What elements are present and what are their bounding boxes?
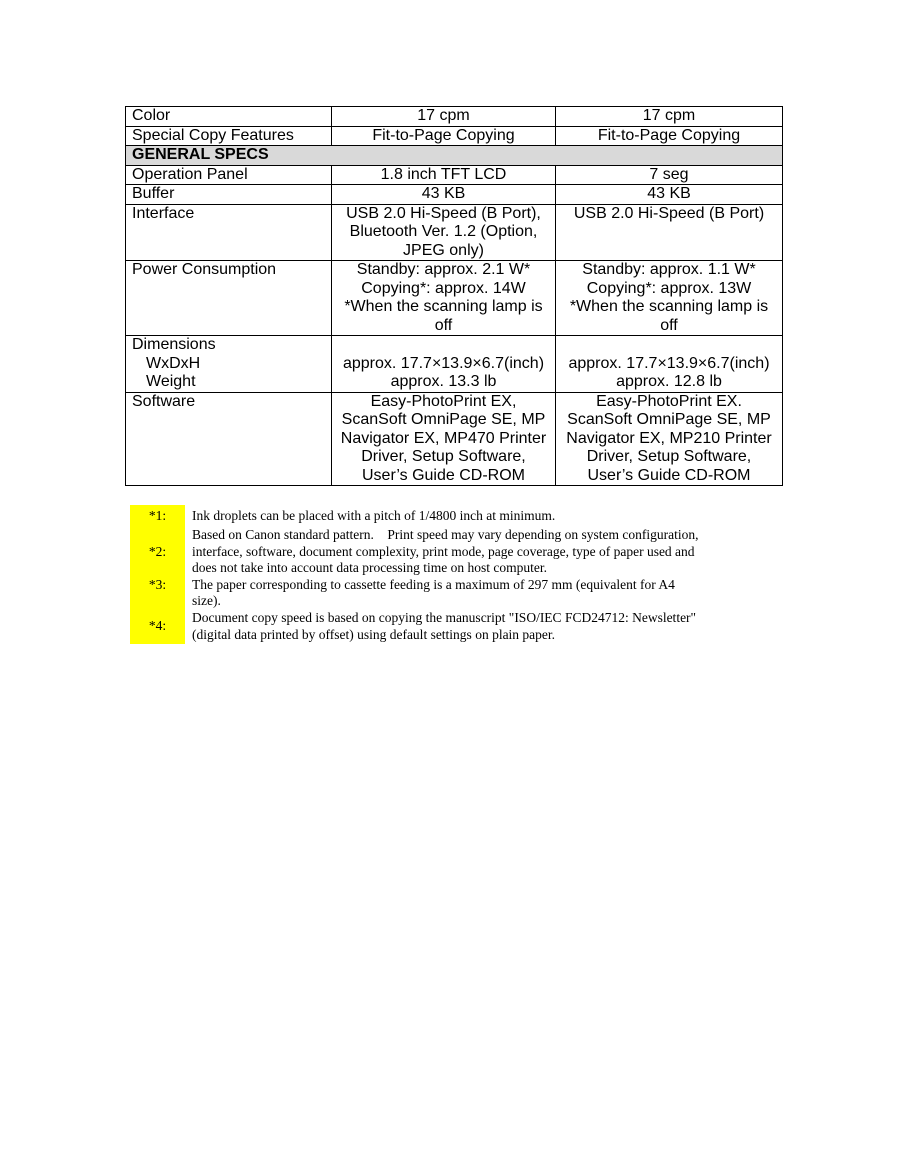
row-sublabel: WxDxH <box>146 354 201 372</box>
cell-line: ScanSoft OmniPage SE, MP <box>567 411 771 428</box>
row-label: Software <box>126 392 332 486</box>
footnote-line: interface, software, document complexity, print mode, page coverage, type of paper used and <box>192 543 695 559</box>
cell-line: Bluetooth Ver. 1.2 (Option, <box>349 223 538 240</box>
cell-mp470 <box>332 392 556 486</box>
footnote-text <box>192 527 750 577</box>
footnote-marker: *2: <box>130 527 185 577</box>
footnote-text <box>192 505 750 527</box>
cell-line: User’s Guide CD-ROM <box>587 466 751 484</box>
row-label: Operation Panel <box>126 165 332 185</box>
cell-mp470: 1.8 inch TFT LCD <box>332 165 556 185</box>
table-row <box>126 126 783 146</box>
cell-mp210 <box>556 336 783 393</box>
cell-mp210: 43 KB <box>556 185 783 205</box>
spec-table <box>125 106 783 486</box>
cell-mp470: Fit-to-Page Copying <box>332 126 556 146</box>
footnote-row <box>130 610 750 644</box>
cell-mp470: 17 cpm <box>332 107 556 127</box>
row-sublabel: Weight <box>146 373 196 390</box>
footnote-row <box>130 505 750 527</box>
table-row <box>126 336 783 393</box>
cell-line: Easy-PhotoPrint EX. <box>596 392 742 410</box>
cell-line-blank <box>560 336 778 355</box>
cell-mp470 <box>332 204 556 261</box>
cell-line: Navigator EX, MP470 Printer <box>340 429 547 447</box>
cell-line: USB 2.0 Hi-Speed (B Port) <box>573 204 765 222</box>
table-row <box>126 165 783 185</box>
footnote-line: size). <box>192 593 221 608</box>
table-row <box>126 185 783 205</box>
cell-line: Navigator EX, MP210 Printer <box>566 429 772 447</box>
footnote-line: does not take into account data processing time on host computer. <box>192 560 548 575</box>
footnote-marker: *1: <box>130 505 185 527</box>
cell-line: off <box>434 316 453 334</box>
cell-line: approx. 17.7×13.9×6.7(inch) <box>342 354 545 372</box>
cell-line: Standby: approx. 2.1 W* <box>356 261 531 278</box>
table-row <box>126 261 783 336</box>
cell-line: User’s Guide CD-ROM <box>362 466 525 484</box>
cell-line: Copying*: approx. 14W <box>361 279 526 297</box>
table-row <box>126 392 783 486</box>
table-row <box>126 204 783 261</box>
footnote-marker: *4: <box>130 610 185 644</box>
cell-mp470: 43 KB <box>332 185 556 205</box>
footnote-marker: *3: <box>130 577 185 610</box>
cell-line: USB 2.0 Hi-Speed (B Port), <box>346 204 541 222</box>
cell-line: approx. 12.8 lb <box>616 373 722 390</box>
section-title: GENERAL SPECS <box>126 146 783 166</box>
cell-line: approx. 13.3 lb <box>390 373 497 390</box>
cell-mp210 <box>556 204 783 261</box>
footnote-line: Document copy speed is based on copying the manuscript "ISO/IEC FCD24712: Newsletter" <box>192 610 697 625</box>
cell-line: Copying*: approx. 13W <box>586 279 752 297</box>
cell-line: *When the scanning lamp is <box>344 298 543 315</box>
cell-line: ScanSoft OmniPage SE, MP <box>341 411 546 428</box>
footnote-line: The paper corresponding to cassette feeding is a maximum of 297 mm (equivalent for A4 <box>192 576 675 592</box>
row-label: Special Copy Features <box>126 126 332 146</box>
row-label: Interface <box>126 204 332 261</box>
table-row <box>126 107 783 127</box>
footnote-row <box>130 527 750 577</box>
row-label-main: Dimensions <box>132 336 216 353</box>
cell-mp210 <box>556 261 783 336</box>
footnote-text <box>192 577 750 610</box>
cell-line: Easy-PhotoPrint EX, <box>370 392 517 410</box>
footnote-line: Ink droplets can be placed with a pitch of 1/4800 inch at minimum. <box>192 507 556 523</box>
cell-line: off <box>660 316 678 334</box>
cell-line: Standby: approx. 1.1 W* <box>582 261 756 278</box>
cell-mp470 <box>332 336 556 393</box>
row-label <box>126 336 332 393</box>
cell-mp210: Fit-to-Page Copying <box>556 126 783 146</box>
cell-mp210 <box>556 392 783 486</box>
footnote-text <box>192 610 750 644</box>
footnote-line: Based on Canon standard pattern. Print speed may vary depending on system configuration, <box>192 527 699 542</box>
row-label: Color <box>126 107 332 127</box>
cell-mp210: 17 cpm <box>556 107 783 127</box>
cell-line: Driver, Setup Software, <box>586 448 752 465</box>
cell-line: Driver, Setup Software, <box>361 448 526 465</box>
section-header-row <box>126 146 783 166</box>
row-label: Power Consumption <box>126 261 332 336</box>
cell-mp470 <box>332 261 556 336</box>
footnote-line: (digital data printed by offset) using default settings on plain paper. <box>192 626 556 642</box>
cell-line: *When the scanning lamp is <box>569 298 769 315</box>
footnote-row <box>130 577 750 610</box>
cell-mp210: 7 seg <box>556 165 783 185</box>
cell-line: approx. 17.7×13.9×6.7(inch) <box>568 354 770 372</box>
row-label: Buffer <box>126 185 332 205</box>
footnotes <box>130 505 750 644</box>
cell-line: JPEG only) <box>403 241 484 259</box>
cell-line-blank <box>336 336 551 355</box>
